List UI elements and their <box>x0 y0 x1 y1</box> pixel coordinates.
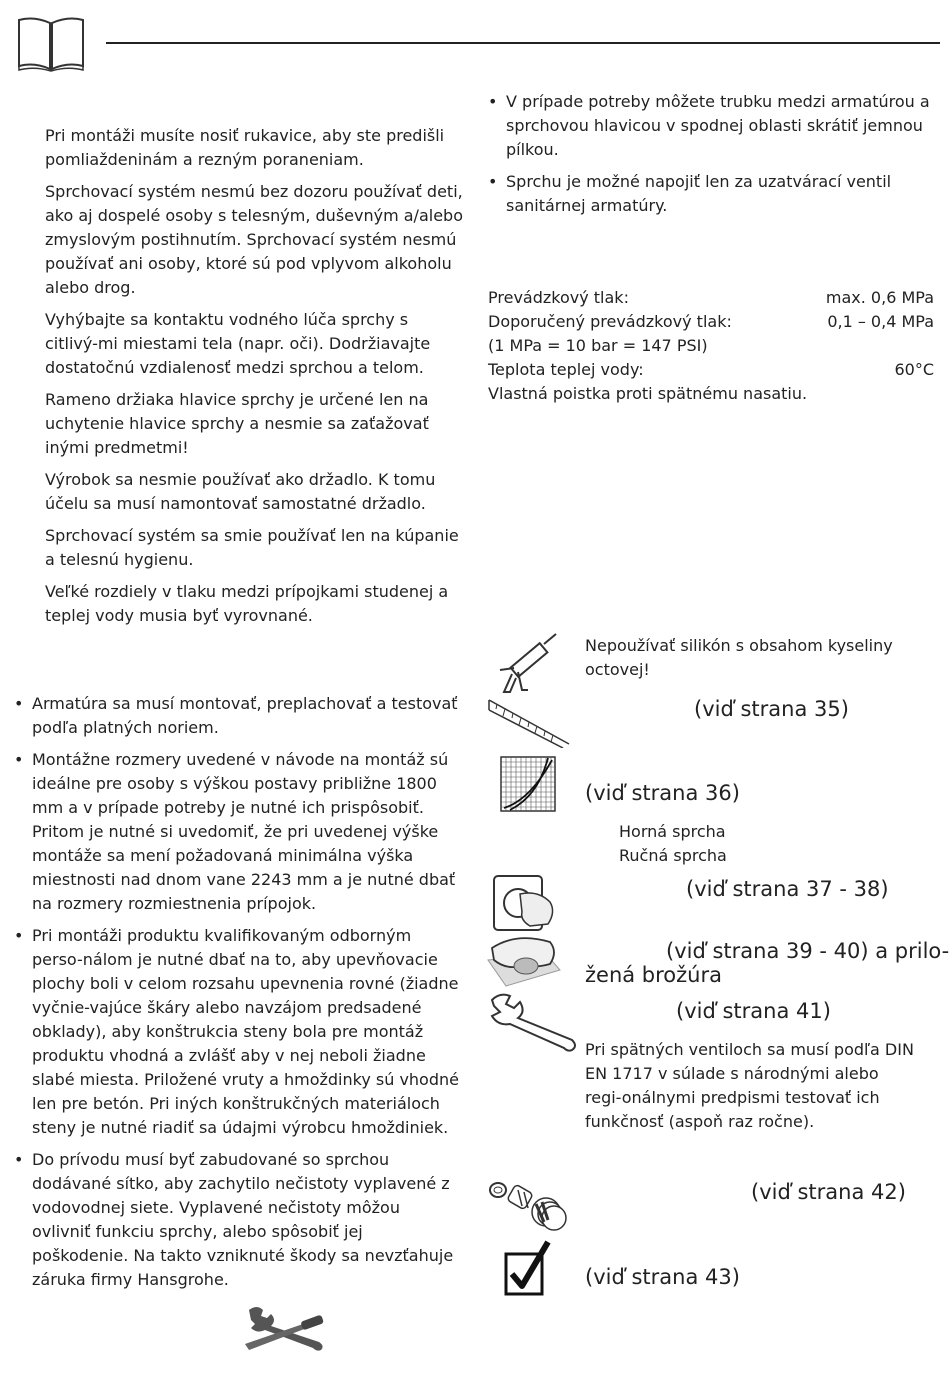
wrench-icon <box>488 992 578 1052</box>
page-ref-43: (viď strana 43) <box>585 1265 740 1289</box>
book-icon <box>16 14 86 72</box>
filter-parts-icon <box>488 1178 578 1236</box>
mounting-bullet: • Pri montáži produktu kvalifikovaným odborným perso-nálom je nutné dbať na to, aby upevňovacie plochy boli v celom rozsahu upevnenia rovné (žiadne vyčnie-vajúce škáry alebo navzájom predsadené obklady), aby konštrukcia steny bola pre montáž produktu vhodná a zvlášť aby v nej neboli žiadne slabé miesta. Priložené vruty a hmoždinky sú vhodné len pre betón. Pri iných konštrukčných materiáloch steny je nutné riadiť sa údajmi výrobcu hmoždiniek. <box>14 924 462 1140</box>
hand-knob-icon <box>490 872 560 934</box>
page-ref-37: (viď strana 37 - 38) <box>686 877 889 901</box>
safety-paragraph: Veľké rozdiely v tlaku medzi prípojkami studenej a teplej vody musia byť vyrovnané. <box>45 582 449 625</box>
safety-paragraph: Vyhýbajte sa kontaktu vodného lúča sprchy s citlivý-mi miestami tela (napr. oči). Dodržiavajte dostatočnú vzdialenosť medzi sprchou a telom. <box>45 310 431 377</box>
safety-paragraph: Sprchovací systém nesmú bez dozoru používať deti, ako aj dospelé osoby s telesným, duševným a/alebo zmyslovým postihnutím. Sprchovací systém nesmú používať ani osoby, ktoré sú pod vplyvom alkoholu alebo drog. <box>45 182 463 297</box>
mounting-bullet: • Do prívodu musí byť zabudované so sprchou dodávané sítko, aby zachytilo nečistoty vyplavené z vodovodnej siete. Vyplavené nečistoty môžou ovlivniť funkciu sprchy, alebo spôsobiť jej poškodenie. Na takto vzniknuté škody sa nevzťahuje záruka firmy Hansgrohe. <box>14 1148 462 1292</box>
pipe-bullet: • Sprchu je možné napojiť len za uzatvárací ventil sanitárnej armatúry. <box>488 170 933 218</box>
tech-row: Doporučený prevádzkový tlak: 0,1 – 0,4 MPa <box>488 312 934 331</box>
checkbox-icon <box>504 1240 552 1298</box>
valve-note: Pri spätných ventiloch sa musí podľa DIN EN 1717 v súlade s národnými alebo regi-onálnymi predpismi testovať ich funkčnosť (aspoň raz ročne). <box>585 1040 914 1131</box>
page-ref-39-line1: (viď strana 39 - 40) a prilo- <box>666 939 950 963</box>
header-rule <box>106 42 940 44</box>
cleaning-hand-icon <box>486 930 566 992</box>
mounting-bullet: • Montážne rozmery uvedené v návode na montáž sú ideálne pre osoby s výškou postavy približne 1800 mm a v prípade potreby je nutné ich prispôsobiť. Pritom je nutné si uvedomiť, že pri uvedenej výške montáže sa mení požadovaná minimálna výška miestnosti nad dnom vane 2243 mm a je nutné dbať na rozmery rozmiestnenia prípojok. <box>14 748 462 916</box>
ruler-icon <box>487 696 571 748</box>
tech-row: (1 MPa = 10 bar = 147 PSI) <box>488 336 708 355</box>
silicone-note: Nepoužívať silikón s obsahom kyseliny octovej! <box>585 636 893 679</box>
pipe-bullet: • V prípade potreby môžete trubku medzi armatúrou a sprchovou hlavicou v spodnej oblasti skrátiť jemnou pílkou. <box>488 90 933 162</box>
page-ref-39-line2: žená brožúra <box>585 963 722 987</box>
tech-row: Prevádzkový tlak: max. 0,6 MPa <box>488 288 934 307</box>
tech-row: Teplota teplej vody: 60°C <box>488 360 934 379</box>
safety-section <box>45 124 465 636</box>
mounting-notes <box>14 692 462 1300</box>
page-ref-42: (viď strana 42) <box>751 1180 906 1204</box>
safety-paragraph: Rameno držiaka hlavice sprchy je určené len na uchytenie hlavice sprchy a nesmie sa zaťažovať inými predmetmi! <box>45 390 429 457</box>
page-ref-35: (viď strana 35) <box>694 697 849 721</box>
silicone-gun-icon <box>496 632 562 694</box>
pipe-notes <box>488 90 933 226</box>
safety-paragraph: Sprchovací systém sa smie používať len na kúpanie a telesnú hygienu. <box>45 526 459 569</box>
tech-note: Vlastná poistka proti spätnému nasatiu. <box>488 384 808 403</box>
tools-icon <box>243 1304 327 1358</box>
mounting-bullet: • Armatúra sa musí montovať, preplachovať a testovať podľa platných noriem. <box>14 692 462 740</box>
page-ref-41: (viď strana 41) <box>676 999 831 1023</box>
page-ref-36: (viď strana 36) <box>585 781 740 805</box>
tech-data <box>488 286 934 406</box>
shower-label-hand: Ručná sprcha <box>619 846 727 865</box>
flow-chart-icon <box>500 756 556 812</box>
safety-paragraph: Pri montáži musíte nosiť rukavice, aby ste predišli pomliaždeninám a rezným poraneniam. <box>45 126 445 169</box>
safety-paragraph: Výrobok sa nesmie používať ako držadlo. K tomu účelu sa musí namontovať samostatné držadlo. <box>45 470 436 513</box>
shower-label-overhead: Horná sprcha <box>619 822 726 841</box>
